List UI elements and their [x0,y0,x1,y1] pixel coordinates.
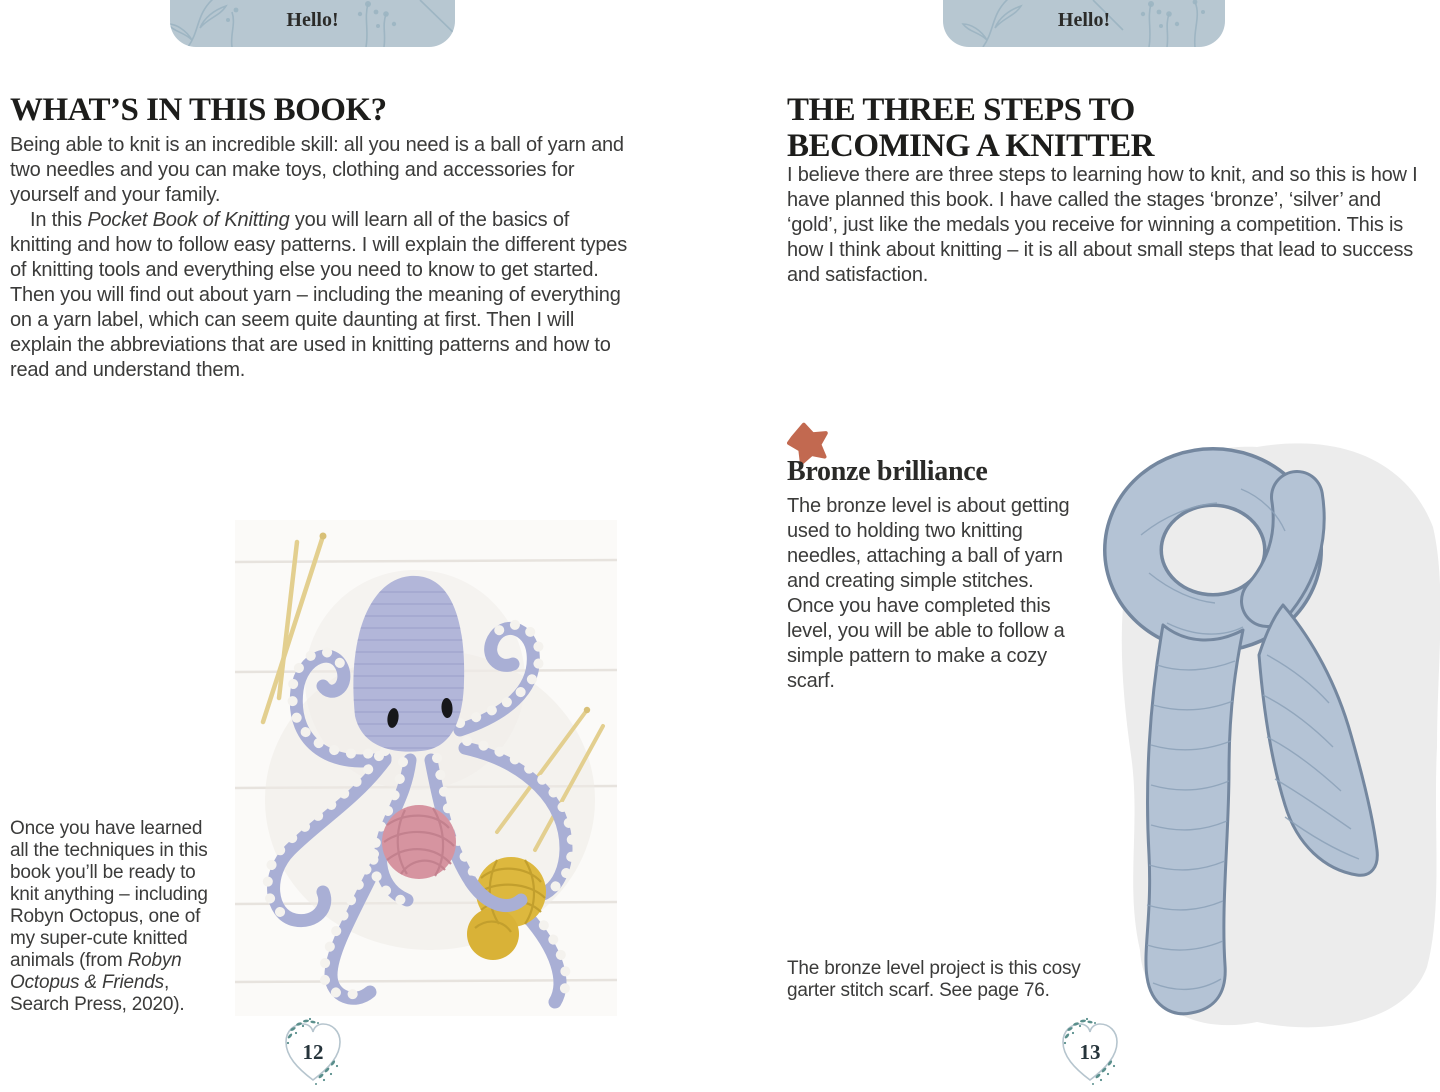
right-page-title [787,92,1154,164]
bronze-section-heading: Bronze brilliance [787,456,988,487]
left-intro-paragraph: Being able to knit is an incredible skill: all you need is a ball of yarn and two needles and you can make toys, clothing and accessories for yourself and your family. [10,134,624,206]
caption-text: Once you have learned all the techniques in this book you’ll be ready to knit anything – including Robyn Octopus, one of my super-cute knitted animals (from [10,818,208,971]
left-page-title: WHAT’S IN THIS BOOK? [10,92,387,128]
hello-tab-label: Hello! [286,9,339,31]
bronze-paragraph: The bronze level is about getting used to holding two knitting needles, attaching a ball of yarn and creating simple stitches. Once you have completed this level, you will be able to follow a simple pattern to make a cozy scarf. [787,495,1070,692]
octopus-photo [235,520,617,1016]
title-line: THE THREE STEPS TO [787,92,1135,128]
page-number: 13 [1079,1040,1101,1064]
right-page-body [787,163,1419,288]
right-intro-paragraph: I believe there are three steps to learning how to knit, and so this is how I have planned this book. I have called the stages ‘bronze’, ‘silver’ and ‘gold’, just like the medals you receive for winning a competition. This is how I think about knitting – it is all about small steps that lead to success and satisfaction. [787,164,1418,286]
bronze-section-body [787,494,1079,694]
paragraph-text: you will learn all of the basics of knitting and how to follow easy patterns. I will explain the different types of knitting tools and everything else you need to know to get started. Then you will find out about yarn – including the meaning of everything on a yarn label, which can seem quite daunting at first. Then I will explain the abbreviations that are used in knitting patterns and how to read and understand them. [10,209,628,381]
hello-tab-label: Hello! [1057,9,1111,31]
title-line: BECOMING A KNITTER [787,128,1154,164]
page-number-heart-12 [279,1016,347,1090]
page-number-heart-13 [1056,1016,1124,1090]
book-title-italic: Pocket Book of Knitting [87,209,290,231]
left-page-body [10,133,635,383]
caption-italic: Robyn Octopus & Friends [10,950,182,993]
paragraph-text: In this [30,209,88,231]
hello-tab-right [943,0,1225,47]
scarf-illustration [1045,405,1440,1045]
left-second-paragraph [10,208,635,383]
pink-yarn-ball [382,805,456,879]
scarf-caption [787,958,1109,1002]
caption-text: , Search Press, 2020). [10,972,185,1015]
hello-tab-left [170,0,455,47]
octopus-caption [10,818,222,1016]
page-number: 12 [302,1040,324,1064]
caption-text: The bronze level project is this cosy garter stitch scarf. See page 76. [787,958,1081,1001]
